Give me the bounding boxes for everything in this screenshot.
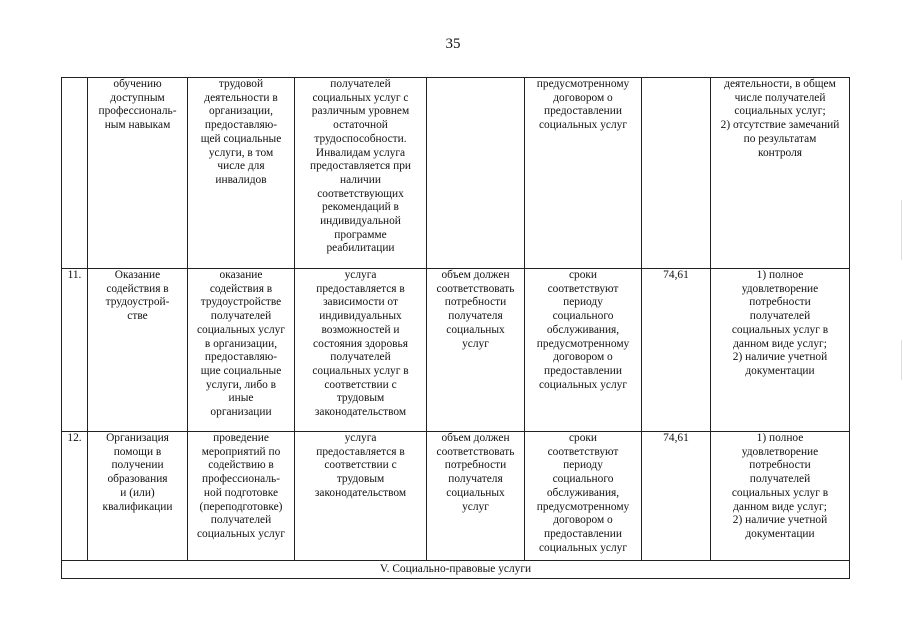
service-name-cell: [88, 78, 188, 269]
service-content: проведение мероприятий по содействию в профессиональ- ной подготовке (переподготовке) получателей социальных услуг: [196, 432, 286, 540]
service-terms-cell: [525, 269, 642, 432]
service-quality-cell: [711, 432, 850, 561]
service-volume-cell: [427, 269, 525, 432]
row-number: 11.: [62, 269, 88, 432]
service-name: Организация помощи в получении образования и (или) квалификации: [102, 432, 173, 513]
table-row: [62, 432, 850, 561]
service-volume: объем должен соответствовать потребности получателя социальных услуг: [436, 432, 515, 513]
service-description: услуга предоставляется в соответствии с трудовым законодательством: [314, 432, 407, 499]
service-volume: объем должен соответствовать потребности получателя социальных услуг: [436, 269, 515, 350]
service-price-cell: [642, 432, 711, 561]
service-description: услуга предоставляется в зависимости от индивидуальных возможностей и состояния здоровья получателей социальных услуг в соответствии с трудовым законодательством: [312, 269, 409, 419]
service-name-cell: [88, 432, 188, 561]
row-number: [62, 78, 88, 269]
service-price-cell: [642, 269, 711, 432]
service-price: 74,61: [663, 269, 689, 281]
service-description-cell: [295, 78, 427, 269]
service-volume-cell: [427, 78, 525, 269]
service-price: 74,61: [663, 432, 689, 444]
table-row: [62, 78, 850, 269]
section-row: [62, 561, 850, 579]
services-table: [61, 77, 850, 579]
service-terms: сроки соответствуют периоду социального обслуживания, предусмотренному договором о предоставлении социальных услуг: [536, 432, 630, 554]
service-description-cell: [295, 432, 427, 561]
scan-artifact: [901, 340, 902, 380]
service-terms-cell: [525, 432, 642, 561]
service-price-cell: [642, 78, 711, 269]
service-quality: деятельности, в общем числе получателей социальных услуг; 2) отсутствие замечаний по результатам контроля: [720, 78, 840, 159]
service-content-cell: [188, 432, 295, 561]
section-title: V. Социально-правовые услуги: [62, 561, 850, 579]
service-content: оказание содействия в трудоустройстве получателей социальных услуг в организации, предоставляю- щие социальные услуги, либо в иные организации: [196, 269, 286, 419]
row-number: 12.: [62, 432, 88, 561]
service-quality-cell: [711, 269, 850, 432]
service-terms: предусмотренному договором о предоставлении социальных услуг: [536, 78, 630, 132]
service-quality: 1) полное удовлетворение потребности получателей социальных услуг в данном виде услуг; 2) наличие учетной документации: [731, 269, 829, 377]
service-content-cell: [188, 78, 295, 269]
service-content-cell: [188, 269, 295, 432]
scan-artifact: [901, 200, 902, 260]
service-content: трудовой деятельности в организации, предоставляю- щей социальные услуги, в том числе для инвалидов: [200, 78, 282, 186]
service-quality: 1) полное удовлетворение потребности получателей социальных услуг в данном виде услуг; 2) наличие учетной документации: [731, 432, 829, 540]
service-name: Оказание содействия в трудоустрой- стве: [105, 269, 170, 323]
table-row: [62, 269, 850, 432]
service-description-cell: [295, 269, 427, 432]
service-terms-cell: [525, 78, 642, 269]
service-name: обучению доступным профессиональ- ным навыкам: [98, 78, 177, 132]
service-name-cell: [88, 269, 188, 432]
service-terms: сроки соответствуют периоду социального обслуживания, предусмотренному договором о предоставлении социальных услуг: [536, 269, 630, 391]
service-description: получателей социальных услуг с различным уровнем остаточной трудоспособности. Инвалидам услуга предоставляется при наличии соответствующих рекомендаций в индивидуальной программе реабилитации: [309, 78, 412, 255]
service-quality-cell: [711, 78, 850, 269]
page-number: 35: [445, 36, 461, 52]
service-volume-cell: [427, 432, 525, 561]
